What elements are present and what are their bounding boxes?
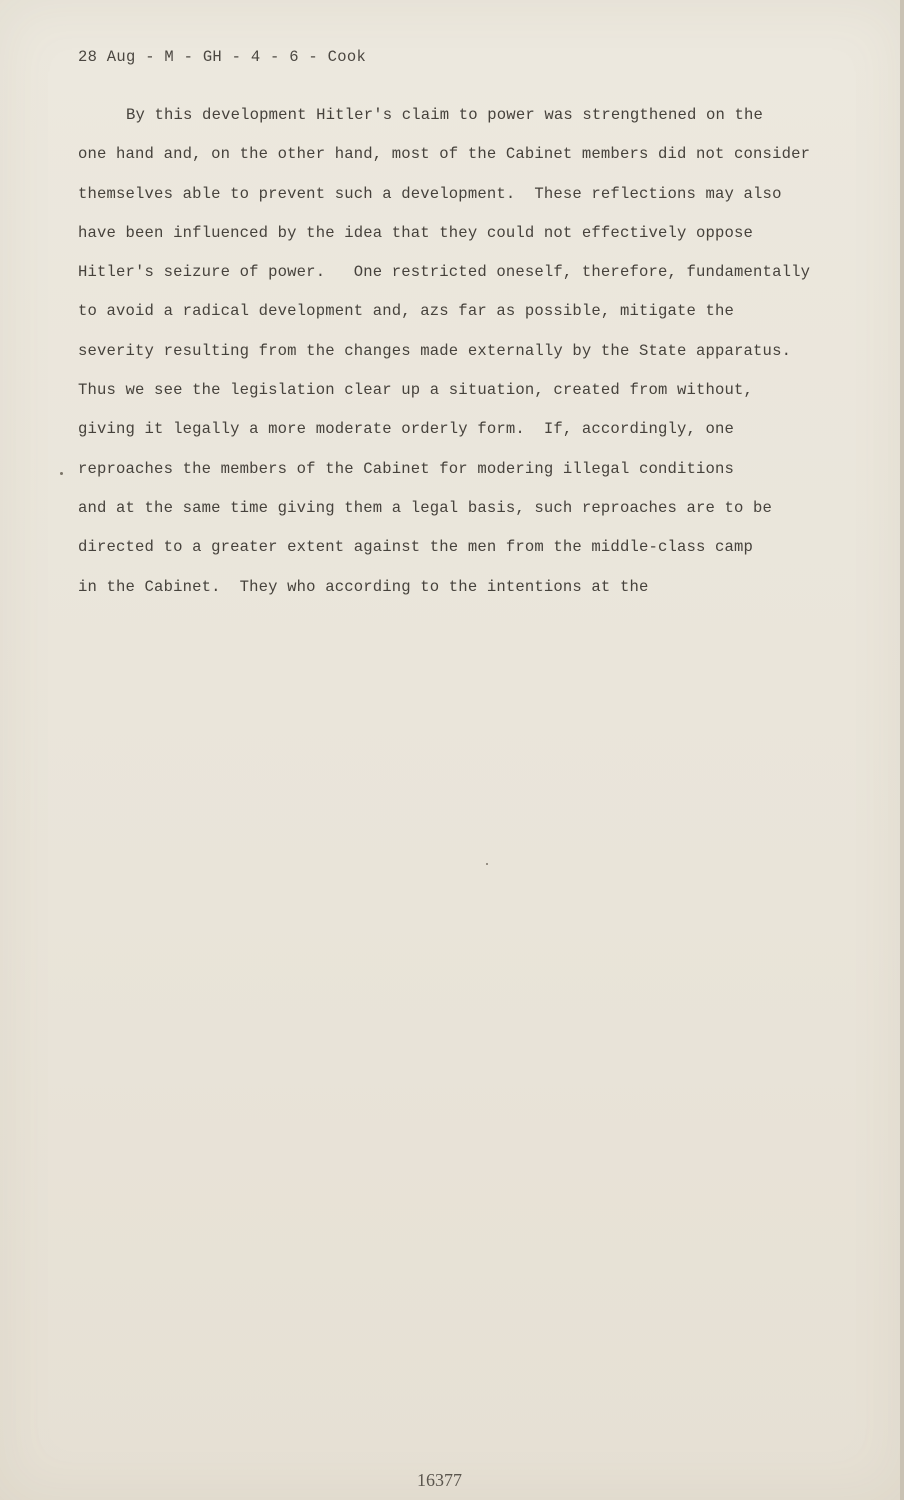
document-header: 28 Aug - M - GH - 4 - 6 - Cook (78, 48, 367, 66)
page-number: 16377 (417, 1470, 462, 1490)
text-line: one hand and, on the other hand, most of the Cabinet members did not consider (78, 145, 811, 164)
text-line: By this development Hitler's claim to power was strengthened on the (126, 106, 764, 124)
text-line: and at the same time giving them a legal basis, such reproaches are to be (78, 498, 773, 517)
text-line: themselves able to prevent such a development. These reflections may also (78, 184, 782, 203)
document-body (78, 104, 838, 615)
text-line: in the Cabinet. They who according to the intentions at the (78, 577, 649, 596)
paper-speck (60, 472, 63, 475)
text-line: Hitler's seizure of power. One restricted oneself, therefore, fundamentally (78, 263, 811, 282)
page-edge (900, 0, 904, 1500)
text-line: reproaches the members of the Cabinet for modering illegal conditions (78, 459, 735, 478)
text-line: directed to a greater extent against the men from the middle-class camp (78, 538, 754, 557)
text-line: giving it legally a more moderate orderly form. If, accordingly, one (78, 420, 735, 439)
text-line: have been influenced by the idea that they could not effectively oppose (78, 223, 754, 242)
text-line: Thus we see the legislation clear up a situation, created from without, (78, 381, 754, 400)
text-line: severity resulting from the changes made externally by the State apparatus. (78, 341, 792, 360)
text-line: to avoid a radical development and, azs far as possible, mitigate the (78, 302, 735, 321)
paper-speck (486, 863, 488, 865)
